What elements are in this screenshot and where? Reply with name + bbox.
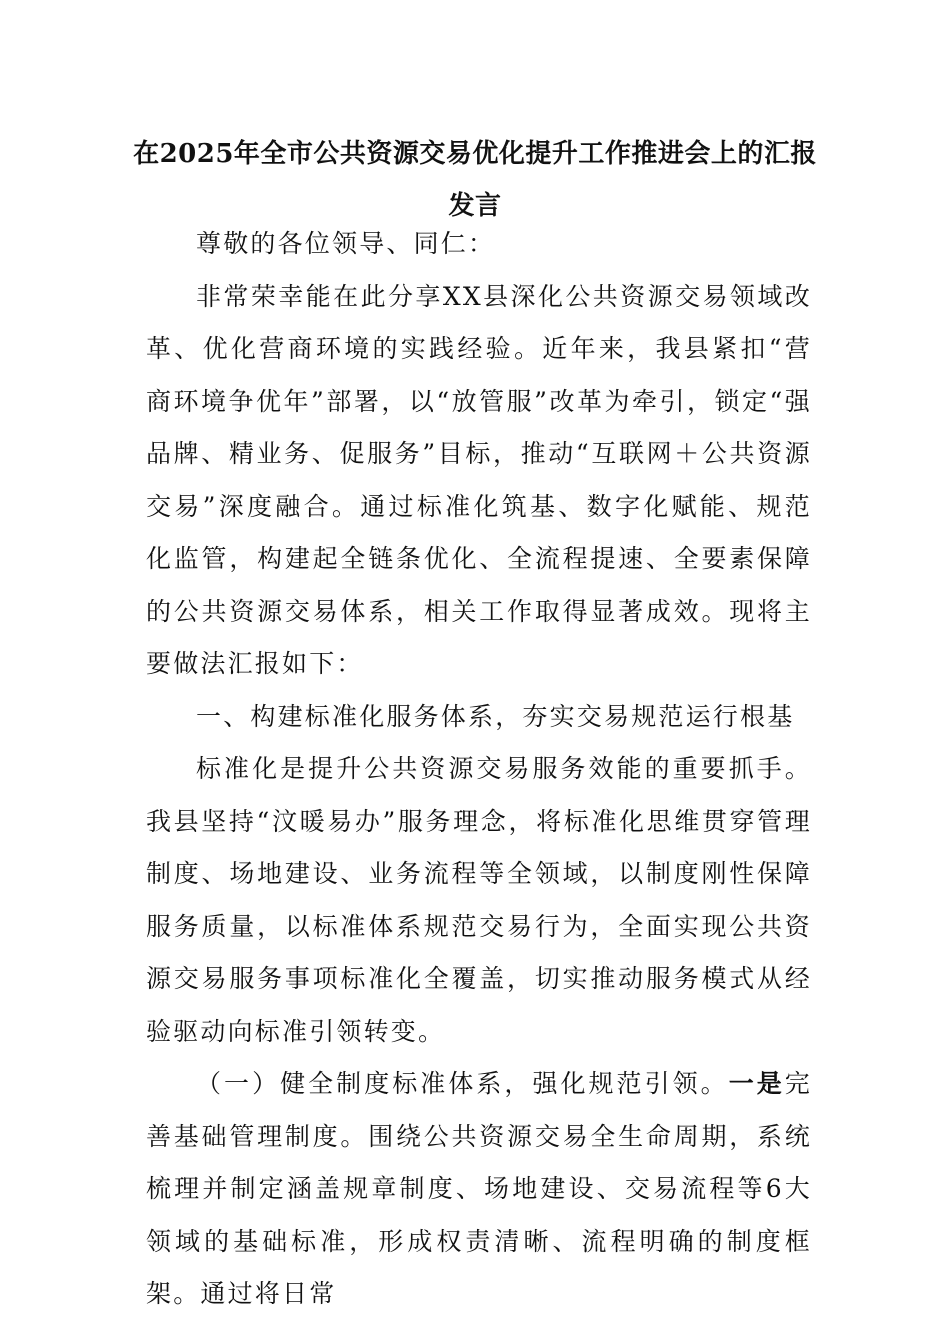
section-heading: 一、构建标准化服务体系，夯实交易规范运行根基 (196, 701, 795, 731)
subsection-marker: 一是 (728, 1069, 785, 1098)
document-body (146, 218, 812, 1321)
subsection-text: 完善基础管理制度。围绕公共资源交易全生命周期，系统梳理并制定涵盖规章制度、场地建设、交易流程等6大领域的基础标准，形成权责清晰、流程明确的制度框架。通过将日常 (146, 1069, 812, 1308)
intro-paragraph: 非常荣幸能在此分享XX县深化公共资源交易领域改革、优化营商环境的实践经验。近年来，我县紧扣“营商环境争优年”部署，以“放管服”改革为牵引，锁定“强品牌、精业务、促服务”目标，推动“互联网＋公共资源交易”深度融合。通过标准化筑基、数字化赋能、规范化监管，构建起全链条优化、全流程提速、全要素保障的公共资源交易体系，相关工作取得显著成效。现将主要做法汇报如下： (146, 281, 812, 678)
document-title: 在2025年全市公共资源交易优化提升工作推进会上的汇报发言 (133, 139, 817, 221)
salutation: 尊敬的各位领导、同仁： (196, 229, 496, 258)
subsection-paragraph (146, 1058, 812, 1321)
section-paragraph: 标准化是提升公共资源交易服务效能的重要抓手。我县坚持“汶暖易办”服务理念，将标准化思维贯穿管理制度、场地建设、业务流程等全领域，以制度刚性保障服务质量，以标准体系规范交易行为，全面实现公共资源交易服务事项标准化全覆盖，切实推动服务模式从经验驱动向标准引领转变。 (146, 754, 812, 1046)
subsection-lead: （一）健全制度标准体系，强化规范引领。 (196, 1069, 729, 1098)
